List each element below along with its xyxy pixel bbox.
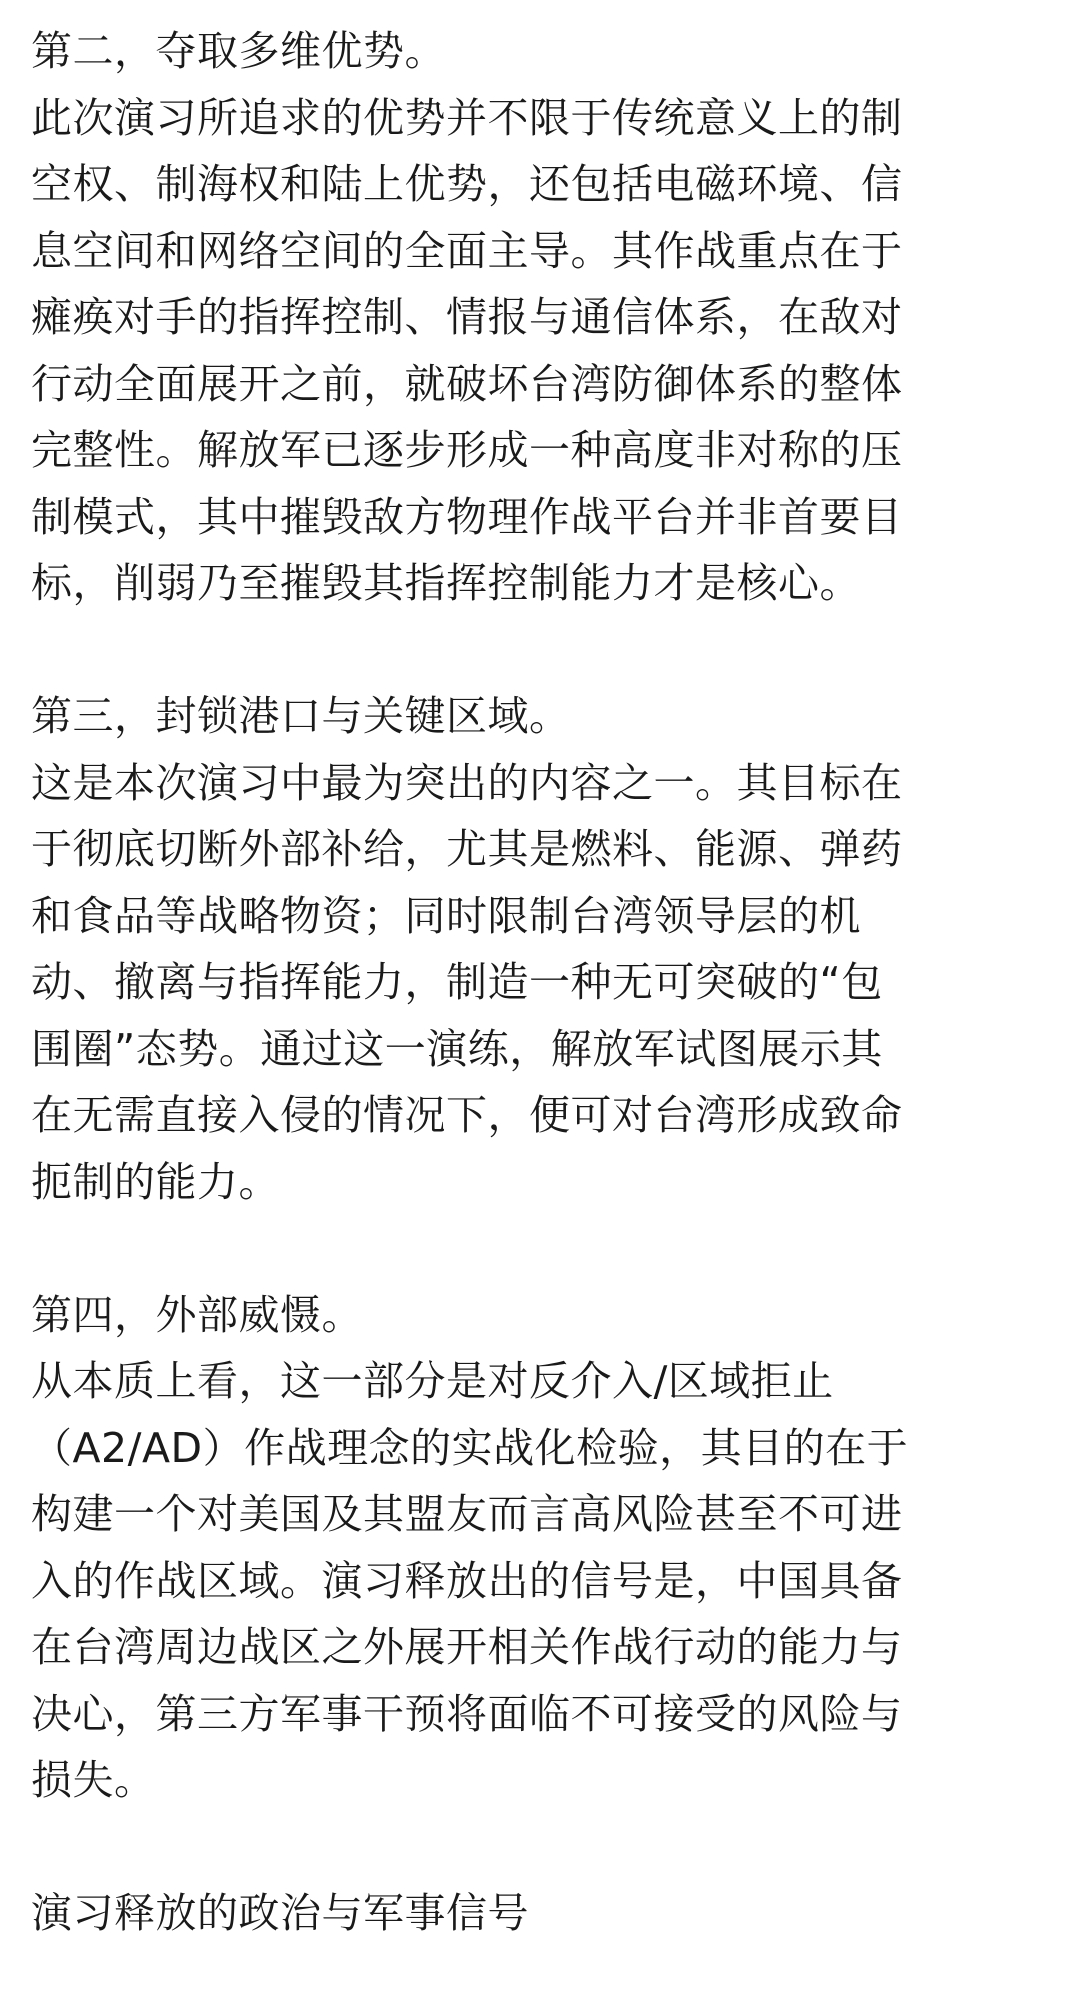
- paragraph-line: 完整性。解放军已逐步形成一种高度非对称的压: [31, 426, 903, 474]
- paragraph-line: 空权、制海权和陆上优势，还包括电磁环境、信: [31, 160, 903, 208]
- paragraph-line: 损失。: [31, 1756, 156, 1804]
- paragraph-line: 在无需直接入侵的情况下，便可对台湾形成致命: [31, 1091, 903, 1139]
- paragraph-line: 这是本次演习中最为突出的内容之一。其目标在: [31, 758, 903, 807]
- section-heading: 第三，封锁港口与关键区域。: [31, 692, 571, 740]
- paragraph-spacer: [31, 1215, 1060, 1282]
- paragraph-line: 行动全面展开之前，就破坏台湾防御体系的整体: [31, 359, 903, 408]
- section-heading: 第二，夺取多维优势。: [31, 27, 446, 75]
- section-heading: 第四，外部威慑。: [31, 1290, 363, 1339]
- paragraph-line: 标，削弱乃至摧毁其指挥控制能力才是核心。: [31, 559, 861, 607]
- paragraph-line: 于彻底切断外部补给，尤其是燃料、能源、弹药: [31, 825, 903, 873]
- paragraph-spacer: [31, 1814, 1060, 1881]
- section-heading: 演习释放的政治与军事信号: [31, 1889, 529, 1937]
- paragraph-line: 扼制的能力。: [31, 1157, 280, 1206]
- paragraph-line: 息空间和网络空间的全面主导。其作战重点在于: [31, 226, 903, 275]
- paragraph-spacer: [31, 617, 1060, 684]
- paragraph-line: 动、撤离与指挥能力，制造一种无可突破的“包: [31, 958, 883, 1006]
- paragraph-line: 制模式，其中摧毁敌方物理作战平台并非首要目: [31, 492, 903, 541]
- paragraph-line: 在台湾周边战区之外展开相关作战行动的能力与: [31, 1623, 903, 1671]
- paragraph-line: 此次演习所追求的优势并不限于传统意义上的制: [31, 93, 903, 142]
- paragraph-line: 决心，第三方军事干预将面临不可接受的风险与: [31, 1689, 903, 1738]
- paragraph-line: 瘫痪对手的指挥控制、情报与通信体系，在敌对: [31, 293, 903, 341]
- paragraph-line: 构建一个对美国及其盟友而言高风险甚至不可进: [31, 1490, 903, 1538]
- paragraph-line: 围圈”态势。通过这一演练，解放军试图展示其: [31, 1024, 883, 1073]
- paragraph-line: （A2/AD）作战理念的实战化检验，其目的在于: [31, 1423, 909, 1472]
- paragraph-line: 从本质上看，这一部分是对反介入/区域拒止: [31, 1357, 834, 1405]
- paragraph-line: 入的作战区域。演习释放出的信号是，中国具备: [31, 1556, 903, 1605]
- paragraph-line: 和食品等战略物资；同时限制台湾领导层的机: [31, 891, 861, 940]
